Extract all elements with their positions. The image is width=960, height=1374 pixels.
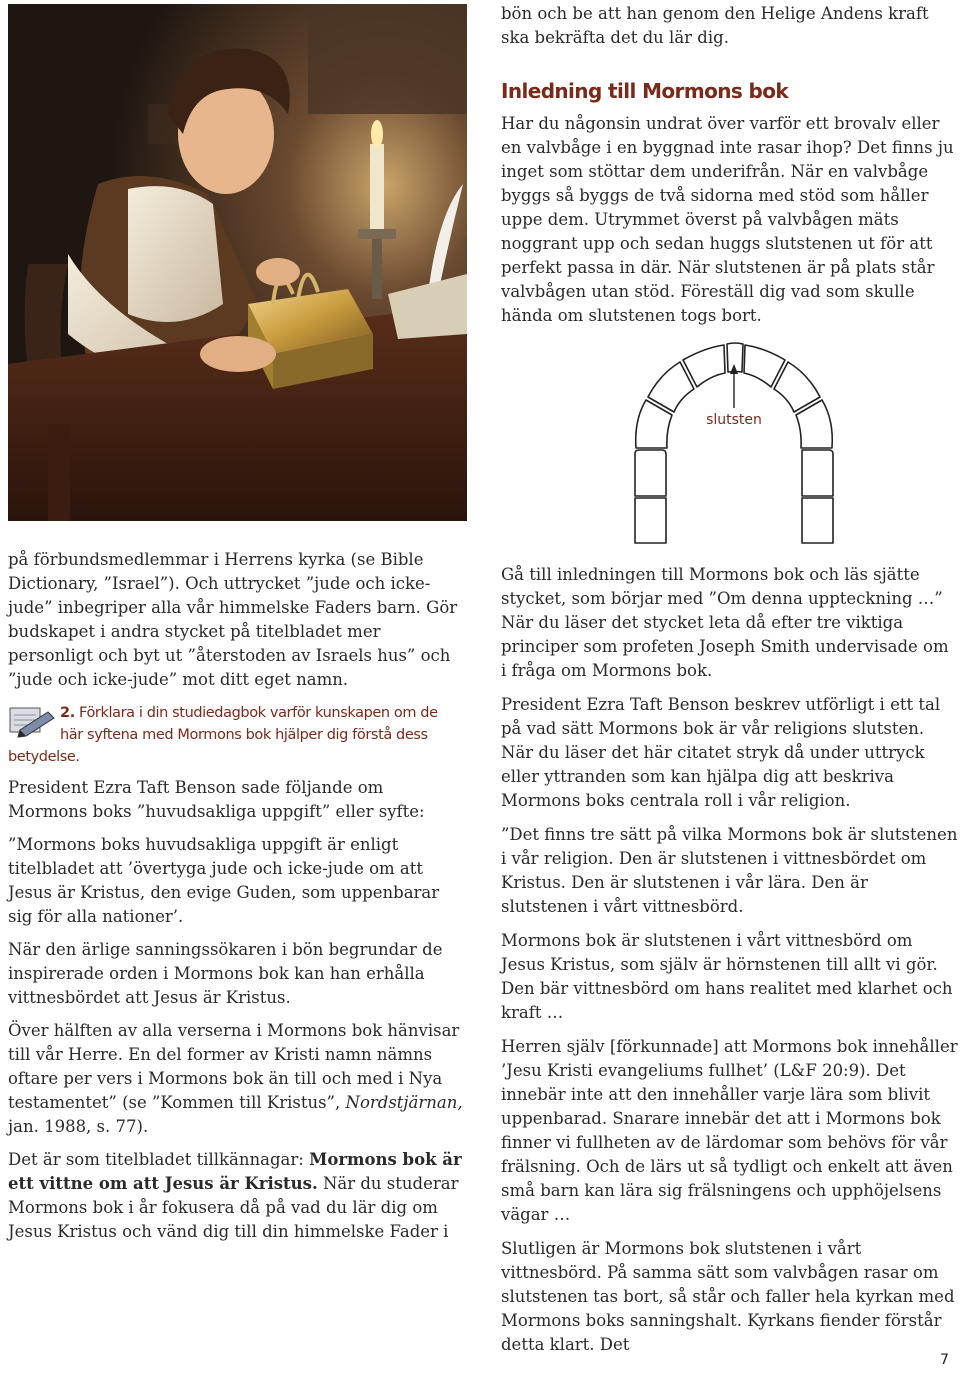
assignment-line-1: Förklara i din studiedagbok varför kunskapen om de <box>79 705 438 721</box>
left-quote-1: ”Mormons boks huvudsakliga uppgift är enligt titelbladet att ’övertyga jude och icke-jude om att Jesus är Kristus, den evige Guden, som uppenbarar sig för alla nationer’. <box>8 835 440 926</box>
right-para-1: Gå till inledningen till Mormons bok och läs sjätte stycket, som börjar med ”Om denna uppteckning …” När du läser det stycket leta då efter tre viktiga principer som profeten Joseph Smith undervisade om i fråga om Mormons bok. <box>501 565 949 680</box>
quote-3-main: Över hälften av alla verserna i Mormons bok hänvisar till vår Herre. En del former av Kristi namn nämns oftare per vers i Mormons bok än till och med i Nya testamentet” (se ”Kommen till Kristus”, <box>8 1021 460 1112</box>
top-continuation-text <box>501 2 956 50</box>
left-para-2: President Ezra Taft Benson sade följande om Mormons boks ”huvudsakliga uppgift” eller syfte: <box>8 778 425 821</box>
left-quote-3 <box>8 1019 463 1139</box>
left-para-1: på förbundsmedlemmar i Herrens kyrka (se Bible Dictionary, ”Israel”). Och uttrycket ”jude och icke-jude” inbegriper alla vår himmelske Faders barn. Gör budskapet i andra stycket på titelbladet mer personligt och byt ut ”återstoden av Israels hus” och ”jude och icke-jude” mot ditt eget namn. <box>8 550 458 689</box>
para-3-bold: Mormons bok är ett vittne om att Jesus är Kristus. <box>8 1150 462 1193</box>
left-quote-2: När den ärlige sanningssökaren i bön begrundar de inspirerade orden i Mormons bok kan han erhålla vittnesbördet att Jesus är Kristus. <box>8 940 443 1007</box>
page-number: 7 <box>940 1352 949 1368</box>
para-3-start: Det är som titelbladet tillkännagar: <box>8 1150 310 1169</box>
section-title: Inledning till Mormons bok <box>501 79 789 103</box>
arch-diagram <box>632 332 836 546</box>
arch-stone-right-1 <box>802 498 833 543</box>
arch-label: slutsten <box>706 412 762 428</box>
intro-paragraph: Har du någonsin undrat över varför ett brovalv eller en valvbåge i en byggnad inte rasar ihop? Det finns ju inget som stöttar dem underifrån. När en valvbåge byggs så byggs de två sidorna med stöd som håller uppe dem. Utrymmet överst på valvbågen mäts noggrant upp och sedan huggs slutstenen ut för att perfekt passa in där. När slutstenen är på plats står valvbågen utan stöd. Föreställ dig vad som skulle hända om slutstenen togs bort. <box>501 114 954 325</box>
arch-stone-left-1 <box>635 498 666 543</box>
left-column <box>8 548 463 1244</box>
right-para-5: Herren själv [förkunnade] att Mormons bok innehåller ’Jesu Kristi evangeliums fullhet’ (L&F 20:9). Det innebär inte att den innehåller varje lära som blivit uppenbarad. Snarare innebär det att i Mormons bok finner vi fullheten av de lärdomar som behövs för vår frälsning. Och de lärs ut så tydligt och enkelt att även små barn kan lära sig frälsningens och upphöjelsens vägar … <box>501 1037 958 1224</box>
assignment-line-3: betydelse. <box>8 749 80 765</box>
right-para-6: Slutligen är Mormons bok slutstenen i vårt vittnesbörd. På samma sätt som valvbågen rasar om slutstenen tas bort, så står och faller hela kyrkan med Mormons boks sanningshalt. Kyrkans fiender förstår detta klart. Det <box>501 1239 955 1354</box>
right-para-4: Mormons bok är slutstenen i vårt vittnesbörd om Jesus Kristus, som själv är hörnstenen till allt vi gör. Den bär vittnesbörd om hans realitet med klarhet och kraft … <box>501 931 953 1022</box>
quote-3-source: Nordstjärnan, <box>345 1093 463 1112</box>
arch-stone-right-2 <box>802 450 833 496</box>
continuation-paragraph: bön och be att han genom den Helige Andens kraft ska bekräfta det du lär dig. <box>501 4 929 47</box>
intro-paragraph-block <box>501 112 959 328</box>
assignment-line-2: här syftena med Mormons bok hjälper dig förstå dess <box>60 727 428 743</box>
right-para-3: ”Det finns tre sätt på vilka Mormons bok är slutstenen i vår religion. Den är slutstenen i vittnesbördet om Kristus. Den är slutstenen i vår lära. Den är slutstenen i vårt vittnesbörd. <box>501 825 958 916</box>
right-column <box>501 563 959 1357</box>
quote-3-end: jan. 1988, s. 77). <box>8 1117 149 1136</box>
arch-stone-left-2 <box>635 450 666 496</box>
pencil-icon <box>8 704 56 738</box>
para-3-end: När du studerar Mormons bok i år fokusera då på vad du lär dig om Jesus Kristus och vänd dig till din himmelske Fader i <box>8 1174 459 1241</box>
assignment-number: 2. <box>60 705 75 721</box>
assignment-2 <box>8 702 463 768</box>
right-para-2: President Ezra Taft Benson beskrev utförligt i ett tal på vad sätt Mormons bok är vår religions slutsten. När du läser det här citatet stryk då under uttryck eller yttranden som kan hjälpa dig att beskriva Mormons boks centrala roll i vår religion. <box>501 695 941 810</box>
left-para-3 <box>8 1148 463 1244</box>
joseph-smith-gold-plates-illustration <box>8 4 467 521</box>
